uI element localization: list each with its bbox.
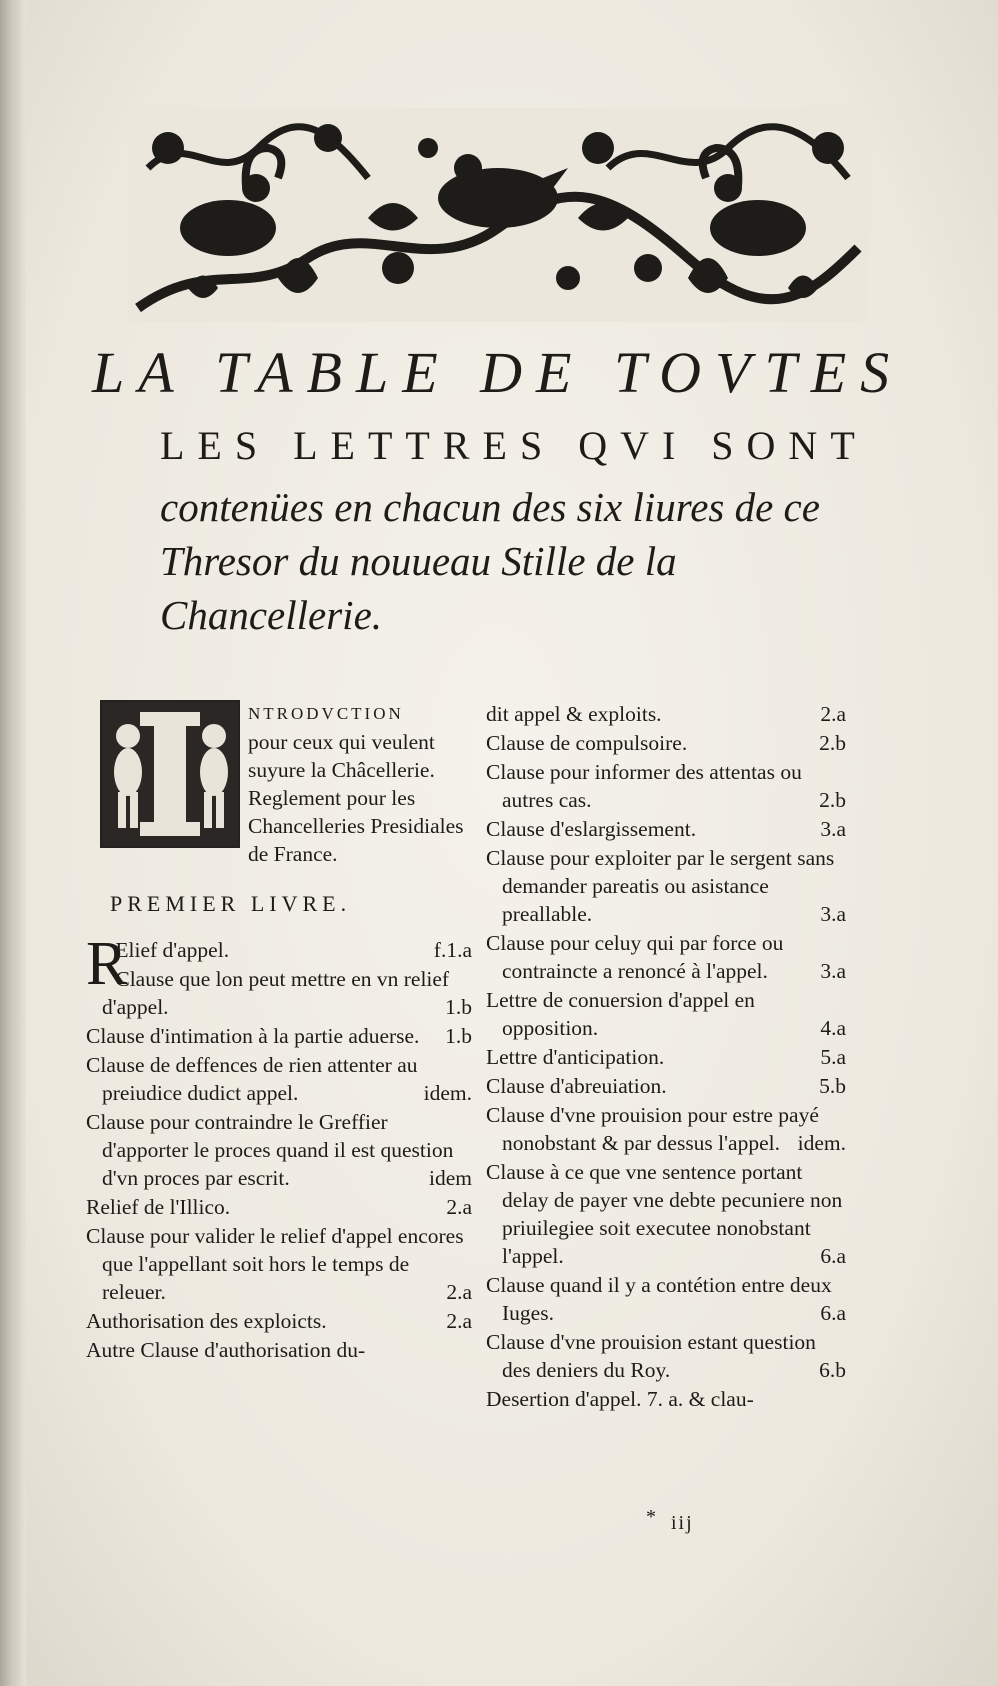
entry-text: Clause à ce que vne sentence portant delay de payer vne debte pecuniere non priuilegiee soit executee nonobstant l'appel.	[486, 1160, 843, 1268]
table-entry	[86, 965, 472, 1021]
entry-folio-ref: 6.a	[820, 1244, 846, 1268]
section-heading: PREMIER LIVRE.	[110, 891, 352, 916]
entry-folio-ref: 3.a	[820, 959, 846, 983]
entry-text: Clause que lon peut mettre en vn relief d'appel.	[102, 967, 450, 1019]
left-column	[86, 700, 472, 1365]
entry-folio-ref: 6.a	[820, 1301, 846, 1325]
entry-text: Clause quand il y a contétion entre deux Iuges.	[486, 1273, 832, 1325]
table-entry	[486, 1328, 846, 1384]
entry-folio-ref: 2.b	[819, 788, 846, 812]
table-entry	[486, 929, 846, 985]
table-entry	[86, 1193, 472, 1221]
title-line-2: LES LETTRES QVI SONT	[160, 423, 868, 468]
floral-birds-headpiece-icon	[128, 108, 868, 322]
entry-folio-ref: 2.b	[819, 731, 846, 755]
entry-text: Clause de compulsoire.	[486, 731, 688, 755]
table-entry	[486, 1158, 846, 1270]
entry-text: dit appel & exploits.	[486, 702, 662, 726]
entry-folio-ref: 6.b	[819, 1358, 846, 1382]
entry-folio-ref: 3.a	[820, 817, 846, 841]
entry-folio-ref: 4.a	[820, 1016, 846, 1040]
page-gutter	[0, 0, 26, 1686]
table-entry	[86, 1022, 472, 1050]
table-entry	[486, 1043, 846, 1071]
entry-folio-ref: idem.	[797, 1131, 846, 1155]
entry-text: Clause pour contraindre le Greffier d'apporter le proces quand il est question d'vn proces par escrit.	[86, 1110, 454, 1190]
table-entry	[486, 758, 846, 814]
entry-text: Clause pour celuy qui par force ou contraincte a renoncé à l'appel.	[486, 931, 784, 983]
entry-text: Clause de deffences de rien attenter au preiudice dudict appel.	[86, 1053, 418, 1105]
intro-heading: NTRODVCTION	[248, 704, 404, 723]
entry-text: Clause d'eslargissement.	[486, 817, 697, 841]
entry-folio-ref: f.1.a	[433, 938, 472, 962]
entry-text: Clause d'intimation à la partie aduerse.	[86, 1024, 420, 1048]
entry-folio-ref: 1.b	[445, 1024, 472, 1048]
right-entry-list	[486, 700, 846, 1413]
table-entry	[86, 1307, 472, 1335]
table-entry	[486, 1101, 846, 1157]
entry-text: Desertion d'appel. 7. a. & clau-	[486, 1387, 754, 1411]
left-entry-list	[86, 930, 472, 1364]
entry-text: Clause pour valider le relief d'appel encores que l'appellant soit hors le temps de releuer.	[86, 1224, 464, 1304]
entry-text: Clause pour informer des attentas ou autres cas.	[486, 760, 802, 812]
entry-folio-ref: 5.a	[820, 1045, 846, 1069]
entry-text: Lettre de conuersion d'appel en opposition.	[486, 988, 755, 1040]
entry-folio-ref: 2.a	[446, 1309, 472, 1333]
table-entry	[486, 815, 846, 843]
signature-star: *	[646, 1506, 658, 1528]
table-entry	[486, 986, 846, 1042]
entry-text: Lettre d'anticipation.	[486, 1045, 665, 1069]
entry-folio-ref: 1.b	[445, 995, 472, 1019]
entry-folio-ref: 2.a	[820, 702, 846, 726]
entry-folio-ref: 3.a	[820, 902, 846, 926]
title-body: contenües en chacun des six liures de ce Thresor du nouueau Stille de la Chancellerie.	[160, 484, 820, 638]
table-entry	[86, 1108, 472, 1192]
entry-text: Relief de l'Illico.	[86, 1195, 231, 1219]
entry-text: Clause pour exploiter par le sergent sans demander pareatis ou asistance preallable.	[486, 846, 835, 926]
table-entry	[486, 729, 846, 757]
entry-text: Clause d'vne prouision estant question des deniers du Roy.	[486, 1330, 816, 1382]
entry-folio-ref: 5.b	[819, 1074, 846, 1098]
entry-folio-ref: idem.	[423, 1081, 472, 1105]
entry-text: Clause d'vne prouision pour estre payé nonobstant & par dessus l'appel.	[486, 1103, 819, 1155]
entry-folio-ref: idem	[429, 1166, 472, 1190]
table-entry	[486, 844, 846, 928]
signature-mark	[646, 1506, 694, 1535]
entry-text: Clause d'abreuiation.	[486, 1074, 667, 1098]
entry-text: Authorisation des exploicts.	[86, 1309, 327, 1333]
entry-text: Autre Clause d'authorisation du-	[86, 1338, 366, 1362]
intro-reglement: Reglement pour les Chancelleries Presidiales de France.	[248, 786, 464, 866]
entry-folio-ref: 2.a	[446, 1280, 472, 1304]
table-entry	[486, 1271, 846, 1327]
table-entry	[86, 1051, 472, 1107]
intro-text: pour ceux qui veulent suyure la Châcellerie.	[248, 730, 435, 782]
entry-text: Elief d'appel.	[115, 938, 230, 962]
table-entry	[486, 1072, 846, 1100]
table-entry	[86, 1222, 472, 1306]
right-column	[486, 700, 846, 1414]
signature-number: iij	[671, 1512, 694, 1534]
table-entry	[486, 1385, 846, 1413]
title-line-1: LA TABLE DE TOVTES	[92, 340, 904, 405]
initial-letter-r: R	[86, 930, 128, 998]
table-entry	[486, 700, 846, 728]
entry-folio-ref: 2.a	[446, 1195, 472, 1219]
letter-i-dropcap-with-putti-icon	[100, 700, 240, 848]
table-entry	[86, 1336, 472, 1364]
